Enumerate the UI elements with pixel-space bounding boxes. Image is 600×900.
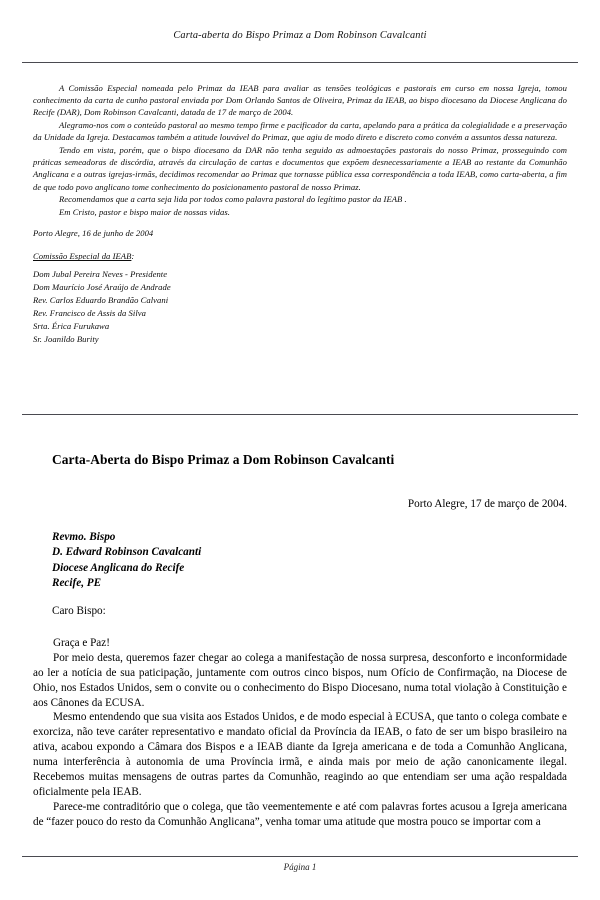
letter-body	[33, 636, 567, 830]
commission-note-block	[33, 82, 567, 346]
commission-date-line: Porto Alegre, 16 de junho de 2004	[33, 228, 154, 239]
commission-list-title-text: Comissão Especial da IEAB	[33, 251, 132, 262]
body-paragraph: Mesmo entendendo que sua visita aos Estados Unidos, e de modo especial à ECUSA, que tanto o colega combate e exorciza, não teve caráter representativo e mandato oficial da Província da IEAB, o fato de ser um bispo brasileiro na ativa, acabou expondo a Câmara dos Bispos e a IEAB diante da Igreja americana e de toda a Comunhão Anglicana, numa interferência à autonomia de uma Província irmã, e ainda mais por meio de ação canonicamente ilegal. Recebemos muitas mensagens de outras partes da Comunhão, reagindo ao que entendiam ser uma ação respaldada oficialmente pela IEAB.	[33, 711, 567, 798]
commission-paragraph: Em Cristo, pastor e bispo maior de nossas vidas.	[59, 207, 230, 218]
page-title: Carta-Aberta do Bispo Primaz a Dom Robinson Cavalcanti	[52, 451, 395, 467]
body-paragraph: Graça e Paz!	[53, 637, 110, 649]
commission-paragraph: Recomendamos que a carta seja lida por todos como palavra pastoral do legítimo pastor da IEAB .	[59, 194, 407, 205]
list-item: Dom Maurício José Araújo de Andrade	[33, 281, 171, 292]
addressee-line: D. Edward Robinson Cavalcanti	[52, 546, 202, 559]
header-divider-rule	[22, 62, 578, 63]
body-paragraph: Parece-me contraditório que o colega, que tão veementemente e até com palavras fortes acusou a Igreja americana de “fazer pouco do resto da Comunhão Anglicana”, venha tomar uma atitude que mostra pouco se importar com a	[33, 800, 567, 828]
addressee-line: Diocese Anglicana do Recife	[52, 561, 185, 574]
running-header: Carta-aberta do Bispo Primaz a Dom Robinson Cavalcanti	[173, 30, 427, 41]
salutation: Caro Bispo:	[52, 605, 106, 617]
list-item: Rev. Carlos Eduardo Brandão Calvani	[33, 294, 169, 305]
list-item: Sr. Joanildo Burity	[33, 333, 99, 344]
page-footer: Página 1	[283, 862, 317, 872]
commission-paragraph: A Comissão Especial nomeada pelo Primaz da IEAB para avaliar as tensões teológicas e pastorais em curso em nossa Igreja, tomou conhecimento da carta de cunho pastoral enviada por Dom Orlando Santos de Oliveira, Primaz da IEAB, ao bispo diocesano da Diocese Anglicana do Recife (DAR), Dom Robinson Cavalcanti, datada de 17 de março de 2004.	[33, 83, 567, 118]
letter-date: Porto Alegre, 17 de março de 2004.	[407, 498, 567, 510]
commission-paragraph: Alegramo-nos com o conteúdo pastoral ao mesmo tempo firme e pacificador da carta, apelando para a prática da colegialidade e a preservação da Unidade da Igreja. Destacamos também a atitude louvável do Primaz, que agiu de modo direto e discreto como convém a assuntos dessa natureza.	[33, 120, 567, 143]
list-item: Dom Jubal Pereira Neves - Presidente	[33, 268, 168, 279]
commission-list-title-colon: :	[131, 251, 135, 262]
commission-members-list	[33, 268, 567, 346]
addressee-line: Revmo. Bispo	[52, 531, 116, 543]
addressee-block	[52, 530, 532, 591]
section-divider-rule	[22, 414, 578, 415]
addressee-line: Recife, PE	[52, 577, 102, 590]
list-item: Srta. Érica Furukawa	[33, 320, 110, 331]
commission-paragraph: Tendo em vista, porém, que o bispo diocesano da DAR não tenha seguido as admoestações pastorais do nosso Primaz, prosseguindo com práticas semeadoras de discórdia, através da circulação de cartas e documentos que expõem desnecessariamente a IEAB ao restante da Comunhão Anglicana e a outras igrejas-irmãs, decidimos recomendar ao Primaz que tornasse pública essa correspondência a toda IEAB, como carta-aberta, a fim de que todo povo anglicano tome conhecimento do posicionamento pastoral de nosso Primaz.	[33, 145, 567, 192]
list-item: Rev. Francisco de Assis da Silva	[33, 307, 146, 318]
commission-list-title	[33, 250, 567, 262]
footer-divider-rule	[22, 856, 578, 857]
body-paragraph: Por meio desta, queremos fazer chegar ao colega a manifestação de nossa surpresa, desconforto e inconformidade ao ler a notícia de sua paticipação, juntamente com outros cinco bispos, num Ofício de Confirmação, na Diocese de Ohio, nos Estados Unidos, sem o convite ou o conhecimento do Bispo Diocesano, numa total violação à Constituição e aos Cânones da ECUSA.	[33, 651, 567, 709]
